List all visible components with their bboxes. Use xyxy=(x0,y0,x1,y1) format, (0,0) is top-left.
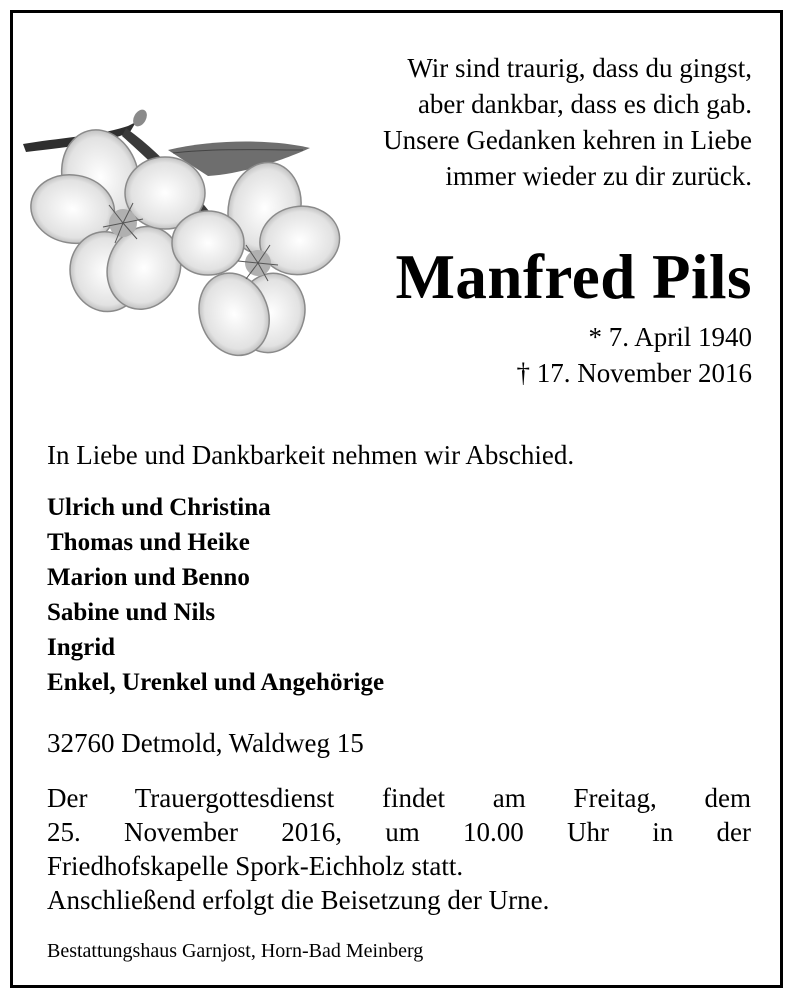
mourner-entry: Enkel, Urenkel und Angehörige xyxy=(47,669,385,696)
deceased-name: Manfred Pils xyxy=(395,242,752,312)
service-line: Friedhofskapelle Spork-Eichholz statt. xyxy=(47,851,464,881)
mourner-entry: Marion und Benno xyxy=(47,564,250,591)
poem-line: aber dankbar, dass es dich gab. xyxy=(417,89,752,119)
service-line: 25. November 2016, um 10.00 Uhr in der xyxy=(47,817,751,847)
service-line: Der Trauergottesdienst findet am Freitag, dem xyxy=(47,783,751,813)
birth-date: * 7. April 1940 xyxy=(588,322,752,352)
life-dates xyxy=(517,319,752,391)
death-date: † 17. November 2016 xyxy=(516,358,752,388)
cherry-blossom-icon xyxy=(18,98,358,373)
mourners-list xyxy=(47,490,384,700)
mourner-entry: Ulrich und Christina xyxy=(47,494,271,521)
farewell-text: In Liebe und Dankbarkeit nehmen wir Abschied. xyxy=(47,440,575,470)
mourner-entry: Thomas und Heike xyxy=(47,529,250,556)
service-info xyxy=(47,781,751,917)
obituary-notice xyxy=(10,10,783,988)
funeral-home: Bestattungshaus Garnjost, Horn-Bad Meinberg xyxy=(47,940,424,962)
poem-line: immer wieder zu dir zurück. xyxy=(445,161,752,191)
address: 32760 Detmold, Waldweg 15 xyxy=(47,728,364,758)
poem-line: Wir sind traurig, dass du gingst, xyxy=(407,53,752,83)
service-line: Anschließend erfolgt die Beisetzung der Urne. xyxy=(47,885,550,915)
poem xyxy=(383,50,752,194)
mourner-entry: Ingrid xyxy=(47,634,116,661)
poem-line: Unsere Gedanken kehren in Liebe xyxy=(383,125,752,155)
mourner-entry: Sabine und Nils xyxy=(47,599,216,626)
